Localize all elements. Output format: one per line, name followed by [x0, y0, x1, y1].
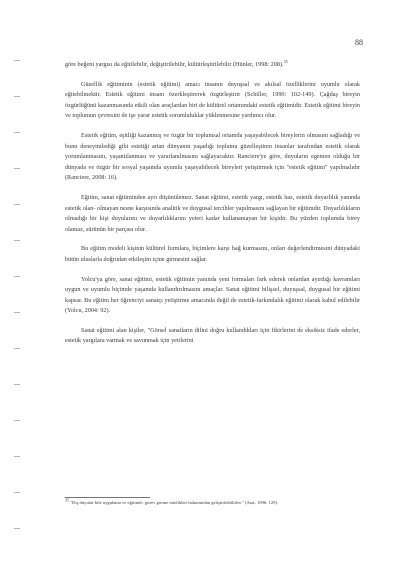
- footnote: [65, 497, 360, 507]
- margin-tick: [14, 240, 20, 241]
- margin-tick: [14, 312, 20, 313]
- paragraph: Sanat eğitimi alan kişiler, "Görsel sanatların dilini doğru kullandıkları için fikirlerini de eksiksiz ifade ederler, estetik yargılara varmak ve savunmak için yetilerini: [65, 326, 360, 345]
- page-number: 88: [355, 38, 363, 47]
- footnote-text: "Dış duyular bile uygulama ve eğitimle, görev görme nitelikleri bakımından geliştirilebilirler." (Arat, 1996: 129).: [70, 500, 279, 505]
- footnote-mark: 35: [65, 497, 69, 503]
- margin-tick: [14, 60, 20, 61]
- margin-tick: [14, 132, 20, 133]
- margin-tick: [14, 384, 20, 385]
- paragraph: Bu eğitim modeli kişinin kültürel formlara, biçimlere karşı bağ kurmasını, onları değerlendirmesini dünyadaki bütün uluslarla doğrudan etkileşim içine girmesini sağlar.: [65, 245, 360, 263]
- margin-tick: [14, 456, 20, 457]
- body-text: [65, 60, 360, 356]
- margin-tick: [14, 420, 20, 421]
- margin-tick: [14, 276, 20, 277]
- paragraph: Estetik eğitim, eşitliği kazanmış ve özgür bir toplumsal ortamda yaşayabilecek bireylerin olmasını sağladığı ve bunu deneyimlediği gibi estetiği artan dünyanın yaşadığı toplumu güzelleştiren insanlar tarafından estetik olarak yorumlanmasını, yaşantılanması ve yararlanılmasını sağlayacaktır. Ranciere'ye göre, duyuların egemen olduğu bir dünyada ve özgür bir sosyal yaşamda uyumlu yaşayabilecek bireyleri yetiştirmek için "estetik eğitimi" yapılmalıdır (Ranciere, 2008: 16).: [65, 131, 360, 182]
- margin-tick: [14, 204, 20, 205]
- margin-tick: [14, 96, 20, 97]
- margin-tick: [14, 528, 20, 529]
- paragraph: Yolcu'ya göre, sanat eğitimi, estetik eğitimin yanında yeni formaları fark ederek onlardan ayırdığı kavramları uygun ve uyumlu biçimde yaşamda kullandırılmasını amaçlar. Sanat eğitimi bilişsel, duyuşsal, duygusal bir eğitimi kapsar. Bu eğitim her öğrenciyi sanatçı yetiştirme amacında değil de estetik-farkındalık eğitimi olarak kabul edilebilir (Yolcu, 2004: 92).: [65, 275, 360, 315]
- margin-tick: [14, 492, 20, 493]
- paragraph-text: göre beğeni yargısı da eğitilebilir, değiştirilebilir, kültürleştirilebilir (Hünler, 1998: 208).: [65, 61, 284, 68]
- paragraph: Güzellik eğitiminin (estetik eğitimi) amacı insanın duyuşsal ve akılsal özelliklerini uyumlu olarak eğitebilmektir. Estetik eğitimi insanı özerkleştirerek özgürleştirir (Schiller, 1990: 102-149). Çağdaş bireyin özgürlüğünü kazanmasında etkili olan araçlardan biri de kültürel ortamındaki estetik eğitimidir. Estetik eğitimi bireyin ve toplumun çevresini de işe yarar estetik sorumluluklar yüklenmesine yardımcı olur.: [65, 80, 360, 120]
- paragraph: Eğitim, sanat eğitiminden ayrı düşünülemez. Sanat eğitimi, estetik yargı, estetik haz, estetik duyarlılık yanında estetik olan- olmayan nesne karşısında analitik ve duygusal tercihler yapılmasını sağlayan bir eğitimdir. Duyarlılıkların olmadığı bir kişi duyularını ve duyarlılıklarını yeteri kadar kullanamayan bir kişidir. Bu yüzden toplumda birey olamaz, sürünün bir parçası olur.: [65, 193, 360, 233]
- footnote-separator: [65, 497, 150, 498]
- margin-tick: [14, 168, 20, 169]
- paragraph: [65, 60, 360, 71]
- margin-tick: [14, 348, 20, 349]
- footnote-reference: 35: [283, 58, 288, 64]
